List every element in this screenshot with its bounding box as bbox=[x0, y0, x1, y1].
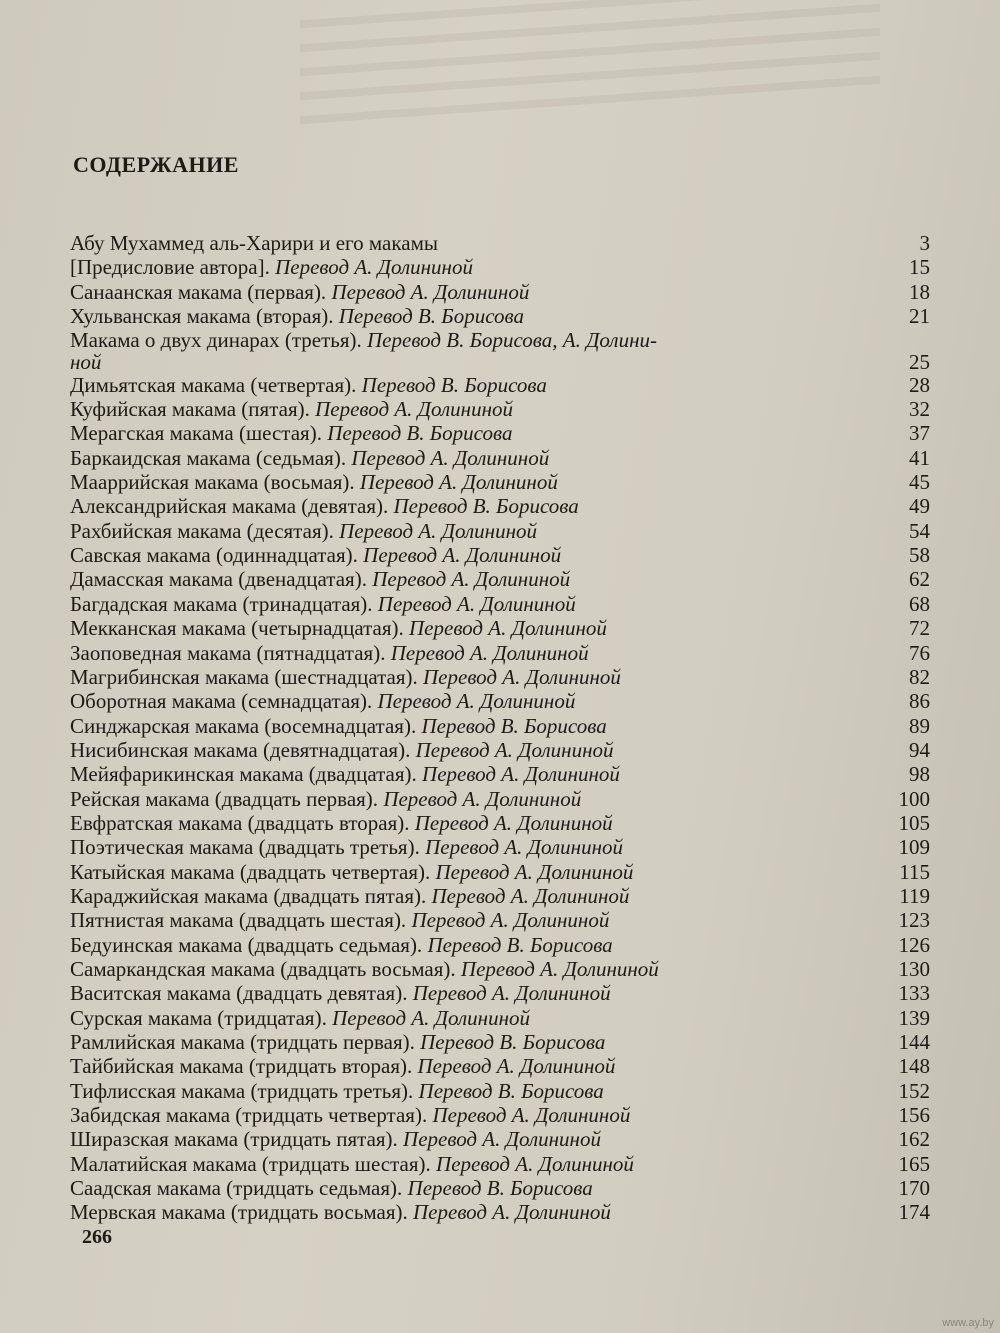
toc-entry-text bbox=[70, 592, 576, 616]
toc-entry-title: Синджарская макама (восемнадцатая). bbox=[70, 713, 417, 738]
toc-entry-title: Багдадская макама (тринадцатая). bbox=[70, 591, 373, 616]
toc-entry-text bbox=[70, 641, 589, 665]
toc-entry-text bbox=[70, 1054, 615, 1078]
toc-entry-page: 123 bbox=[898, 908, 930, 933]
toc-entry-text bbox=[70, 1152, 634, 1176]
toc-entry-title: Забидская макама (тридцать четвертая). bbox=[70, 1103, 428, 1128]
toc-entry-text bbox=[70, 860, 633, 884]
toc-entry-translator: Перевод А. Долининой bbox=[359, 470, 558, 495]
toc-entry-text bbox=[70, 933, 613, 957]
toc-entry-translator: Перевод В. Борисова bbox=[338, 304, 524, 329]
toc-entry bbox=[70, 373, 930, 397]
toc-entry-page: 165 bbox=[898, 1151, 930, 1176]
toc-entry-translator: Перевод А. Долининой bbox=[332, 1005, 530, 1030]
toc-entry-translator: Перевод А. Долининой bbox=[377, 689, 576, 714]
toc-entry bbox=[70, 1103, 930, 1127]
toc-entry-text bbox=[70, 567, 570, 591]
toc-entry-text bbox=[70, 787, 581, 811]
toc-entry-translator: Перевод А. Долининой bbox=[412, 981, 611, 1006]
toc-entry-translator: Перевод А. Долининой bbox=[377, 591, 576, 616]
toc-entry-translator: Перевод А. Долининой bbox=[351, 445, 550, 470]
toc-entry bbox=[70, 933, 930, 957]
toc-entry-title: Тифлисская макама (тридцать третья). bbox=[70, 1078, 414, 1103]
toc-entry-page: 82 bbox=[909, 664, 930, 689]
toc-entry bbox=[70, 446, 930, 470]
toc-entry-translator: Перевод А. Долининой bbox=[417, 1054, 616, 1079]
bleed-through-text bbox=[300, 0, 880, 130]
toc-entry-page: 45 bbox=[909, 470, 930, 495]
toc-entry-page: 156 bbox=[898, 1103, 930, 1128]
toc-entry-title: Рамлийская макама (тридцать первая). bbox=[70, 1030, 415, 1054]
toc-entry-page: 130 bbox=[898, 956, 930, 981]
toc-entry-page: 100 bbox=[898, 786, 930, 811]
toc-entry-title: Заоповедная макама (пятнадцатая). bbox=[70, 640, 386, 665]
toc-entry-translator: Перевод В. Борисова bbox=[393, 494, 579, 519]
toc-entry-page: 119 bbox=[899, 883, 930, 908]
toc-entry-translator: Перевод А. Долининой bbox=[315, 397, 514, 422]
toc-entry-title: Тайбийская макама (тридцать вторая). bbox=[70, 1054, 413, 1079]
toc-entry-text bbox=[70, 1127, 601, 1151]
toc-entry-translator: Перевод А. Долининой bbox=[425, 835, 623, 860]
toc-entry-translator: Перевод В. Борисова bbox=[361, 372, 547, 397]
toc-entry-text bbox=[70, 349, 102, 374]
toc-entry-translator: Перевод А. Долининой bbox=[460, 956, 659, 981]
toc-entry-translator: Перевод А. Долининой bbox=[403, 1127, 601, 1152]
toc-entry-text bbox=[70, 397, 513, 421]
toc-entry-text bbox=[70, 519, 537, 543]
toc-entry bbox=[70, 304, 930, 328]
toc-entry-translator: Перевод В. Борисова, А. Долини- bbox=[367, 328, 657, 353]
toc-entry-translator: Перевод А. Долининой bbox=[409, 616, 607, 641]
toc-entry bbox=[70, 349, 930, 374]
toc-entry-title: Мейяфарикинская макама (двадцатая). bbox=[70, 762, 417, 787]
toc-entry-title: Александрийская макама (девятая). bbox=[70, 494, 389, 519]
toc-entry-page: 21 bbox=[909, 304, 930, 329]
toc-entry bbox=[70, 738, 930, 762]
toc-entry bbox=[70, 1006, 930, 1030]
toc-entry-page: 98 bbox=[909, 762, 930, 787]
toc-entry bbox=[70, 255, 930, 279]
toc-entry-page: 68 bbox=[909, 591, 930, 616]
toc-entry-page: 133 bbox=[898, 981, 930, 1006]
toc-entry-text bbox=[70, 884, 629, 908]
toc-entry-translator: Перевод А. Долининой bbox=[436, 1151, 634, 1176]
toc-entry bbox=[70, 494, 930, 518]
toc-entry-title: Катыйская макама (двадцать четвертая). bbox=[70, 859, 431, 884]
toc-entry-text bbox=[70, 762, 620, 786]
toc-entry bbox=[70, 665, 930, 689]
toc-entry-page: 28 bbox=[909, 372, 930, 397]
toc-entry-translator: Перевод А. Долининой bbox=[435, 859, 634, 884]
toc-entry-translator: Перевод А. Долининой bbox=[372, 567, 571, 592]
toc-entry bbox=[70, 1127, 930, 1151]
toc-entry-title: Нисибинская макама (девятнадцатая). bbox=[70, 737, 411, 762]
toc-entry-translator: Перевод В. Борисова bbox=[327, 421, 513, 446]
toc-entry bbox=[70, 689, 930, 713]
toc-entry-page: 3 bbox=[919, 231, 930, 255]
toc-entry-translator: Перевод В. Борисова bbox=[418, 1078, 604, 1103]
toc-entry-page: 109 bbox=[898, 835, 930, 860]
toc-entry bbox=[70, 835, 930, 859]
toc-entry-title: Саадская макама (тридцать седьмая). bbox=[70, 1176, 403, 1201]
toc-entry-translator: Перевод А. Долининой bbox=[422, 762, 620, 787]
toc-entry-translator: Перевод А. Долининой bbox=[414, 810, 613, 835]
toc-entry-text bbox=[70, 1030, 605, 1054]
toc-entry-title: Караджийская макама (двадцать пятая). bbox=[70, 883, 427, 908]
toc-entry bbox=[70, 567, 930, 591]
toc-entry-title: Магрибинская макама (шестнадцатая). bbox=[70, 664, 418, 689]
toc-entry bbox=[70, 1079, 930, 1103]
toc-entry-text bbox=[70, 1079, 604, 1103]
toc-entry-page: 174 bbox=[898, 1200, 930, 1225]
toc-entry-text bbox=[70, 1006, 530, 1030]
toc-entry-text bbox=[70, 665, 621, 689]
toc-entry-page: 126 bbox=[898, 932, 930, 957]
toc-entry bbox=[70, 231, 930, 255]
toc-entry-text bbox=[70, 835, 623, 859]
toc-entry-page: 94 bbox=[909, 737, 930, 762]
toc-entry-translator: Перевод А. Долининой bbox=[423, 664, 621, 689]
toc-entry-page: 18 bbox=[909, 279, 930, 304]
toc-entry bbox=[70, 1200, 930, 1224]
toc-entry-text bbox=[70, 714, 607, 738]
toc-entry-title: Рахбийская макама (десятая). bbox=[70, 518, 334, 543]
toc-entry-page: 170 bbox=[898, 1176, 930, 1201]
watermark: www.ay.by bbox=[942, 1317, 994, 1329]
toc-entry-title: Мекканская макама (четырнадцатая). bbox=[70, 616, 404, 641]
toc-entry-page: 89 bbox=[909, 713, 930, 738]
toc-entry-title: Самаркандская макама (двадцать восьмая). bbox=[70, 956, 456, 981]
toc-entry-page: 25 bbox=[909, 349, 930, 374]
toc-entry-title: Куфийская макама (пятая). bbox=[70, 397, 310, 422]
toc-entry-title: Мерагская макама (шестая). bbox=[70, 421, 322, 446]
page-title: СОДЕРЖАНИЕ bbox=[73, 152, 239, 177]
toc-entry-title: Бедуинская макама (двадцать седьмая). bbox=[70, 932, 423, 957]
toc-entry-text bbox=[70, 908, 609, 932]
toc-entry-text bbox=[70, 543, 561, 567]
toc-entry-translator: Перевод А. Долининой bbox=[432, 1103, 631, 1128]
toc-entry-text bbox=[70, 373, 547, 397]
toc-entry-text bbox=[70, 1176, 593, 1200]
toc-entry-translator: Перевод А. Долининой bbox=[383, 786, 582, 811]
toc-entry bbox=[70, 328, 930, 352]
toc-entry bbox=[70, 1030, 930, 1054]
toc-entry-title: Пятнистая макама (двадцать шестая). bbox=[70, 908, 407, 933]
toc-entry-page: 41 bbox=[909, 445, 930, 470]
toc-entry-title: Мааррийская макама (восьмая). bbox=[70, 470, 355, 495]
toc-entry bbox=[70, 787, 930, 811]
toc-entry bbox=[70, 470, 930, 494]
toc-entry-page: 115 bbox=[899, 859, 930, 884]
toc-entry-page: 58 bbox=[909, 543, 930, 568]
toc-entry bbox=[70, 421, 930, 445]
toc-entry-page: 105 bbox=[898, 810, 930, 835]
toc-entry-title: Абу Мухаммед аль-Харири и его макамы bbox=[70, 231, 438, 255]
toc-entry-text bbox=[70, 811, 613, 835]
toc-entry-translator: Перевод А. Долининой bbox=[411, 908, 610, 933]
toc-entry-title: Макама о двух динарах (третья). bbox=[70, 328, 362, 353]
toc-entry-title: [Предисловие автора]. bbox=[70, 255, 270, 280]
toc-entry-title: Ширазская макама (тридцать пятая). bbox=[70, 1127, 398, 1152]
toc-entry-text bbox=[70, 738, 614, 762]
toc-entry bbox=[70, 1054, 930, 1078]
toc-entry-page: 162 bbox=[898, 1127, 930, 1152]
toc-entry bbox=[70, 519, 930, 543]
toc-entry bbox=[70, 616, 930, 640]
toc-entry bbox=[70, 1152, 930, 1176]
toc-entry-title: Баркаидская макама (седьмая). bbox=[70, 445, 347, 470]
toc-entry bbox=[70, 811, 930, 835]
toc-entry-translator: Перевод В. Борисова bbox=[420, 1030, 606, 1054]
toc-entry-title: Евфратская макама (двадцать вторая). bbox=[70, 810, 410, 835]
toc-entry-page: 37 bbox=[909, 421, 930, 446]
toc-entry bbox=[70, 762, 930, 786]
toc-entry-text bbox=[70, 1103, 630, 1127]
toc-entry-title: Димьятская макама (четвертая). bbox=[70, 372, 357, 397]
toc-entry-translator: Перевод А. Долининой bbox=[413, 1200, 611, 1225]
toc-entry bbox=[70, 908, 930, 932]
toc-entry-text bbox=[70, 689, 575, 713]
toc-entry bbox=[70, 957, 930, 981]
toc-entry-translator: Перевод В. Борисова bbox=[407, 1176, 593, 1201]
toc-entry-text bbox=[70, 957, 659, 981]
toc-entry-page: 144 bbox=[898, 1030, 930, 1054]
toc-entry-page: 62 bbox=[909, 567, 930, 592]
table-of-contents bbox=[70, 231, 930, 1225]
toc-entry-translator: Перевод А. Долининой bbox=[431, 883, 630, 908]
toc-entry-translator: Перевод А. Долининой bbox=[331, 279, 530, 304]
toc-entry bbox=[70, 714, 930, 738]
toc-entry-text bbox=[70, 328, 657, 352]
toc-entry-page: 15 bbox=[909, 255, 930, 280]
toc-entry-translator: Перевод А. Долининой bbox=[339, 518, 537, 543]
toc-entry-text bbox=[70, 470, 558, 494]
toc-entry-page: 152 bbox=[898, 1078, 930, 1103]
toc-entry-title: Сурская макама (тридцатая). bbox=[70, 1005, 327, 1030]
toc-entry-text bbox=[70, 981, 611, 1005]
toc-entry-page: 76 bbox=[909, 640, 930, 665]
toc-entry-page: 49 bbox=[909, 494, 930, 519]
toc-entry bbox=[70, 860, 930, 884]
toc-entry-text bbox=[70, 255, 473, 279]
toc-entry-page: 72 bbox=[909, 616, 930, 641]
toc-entry-translator: Перевод А. Долининой bbox=[275, 255, 473, 280]
toc-entry-translator: Перевод В. Борисова bbox=[427, 932, 613, 957]
toc-entry-title: Хульванская макама (вторая). bbox=[70, 304, 334, 329]
toc-entry-title: Санаанская макама (первая). bbox=[70, 279, 327, 304]
toc-entry-page: 32 bbox=[909, 397, 930, 422]
page-number: 266 bbox=[82, 1226, 112, 1248]
toc-entry-text bbox=[70, 421, 512, 445]
toc-entry-title: Оборотная макама (семнадцатая). bbox=[70, 689, 373, 714]
toc-entry-title: Малатийская макама (тридцать шестая). bbox=[70, 1151, 431, 1176]
toc-entry-title: Савская макама (одиннадцатая). bbox=[70, 543, 358, 568]
toc-entry-text bbox=[70, 304, 524, 328]
toc-entry-translator: ной bbox=[70, 349, 102, 374]
toc-entry bbox=[70, 543, 930, 567]
toc-entry-text bbox=[70, 280, 529, 304]
toc-entry-text bbox=[70, 494, 579, 518]
toc-entry-text bbox=[70, 231, 438, 255]
toc-entry-text bbox=[70, 446, 549, 470]
toc-entry-translator: Перевод А. Долининой bbox=[390, 640, 589, 665]
toc-entry bbox=[70, 397, 930, 421]
toc-entry-text bbox=[70, 616, 607, 640]
toc-entry bbox=[70, 884, 930, 908]
toc-entry-page: 139 bbox=[898, 1005, 930, 1030]
toc-entry-translator: Перевод А. Долининой bbox=[415, 737, 614, 762]
toc-entry-translator: Перевод В. Борисова bbox=[421, 713, 607, 738]
toc-entry bbox=[70, 280, 930, 304]
toc-entry-title: Дамасская макама (двенадцатая). bbox=[70, 567, 367, 592]
toc-entry-text bbox=[70, 1200, 611, 1224]
toc-entry bbox=[70, 641, 930, 665]
toc-entry-title: Поэтическая макама (двадцать третья). bbox=[70, 835, 420, 860]
toc-entry bbox=[70, 592, 930, 616]
toc-entry-translator: Перевод А. Долининой bbox=[363, 543, 562, 568]
toc-entry bbox=[70, 1176, 930, 1200]
toc-entry-page: 54 bbox=[909, 518, 930, 543]
toc-entry-title: Мервская макама (тридцать восьмая). bbox=[70, 1200, 408, 1225]
toc-entry bbox=[70, 981, 930, 1005]
toc-entry-page: 86 bbox=[909, 689, 930, 714]
toc-entry-page: 148 bbox=[898, 1054, 930, 1079]
toc-entry-title: Васитская макама (двадцать девятая). bbox=[70, 981, 408, 1006]
toc-entry-title: Рейская макама (двадцать первая). bbox=[70, 786, 379, 811]
